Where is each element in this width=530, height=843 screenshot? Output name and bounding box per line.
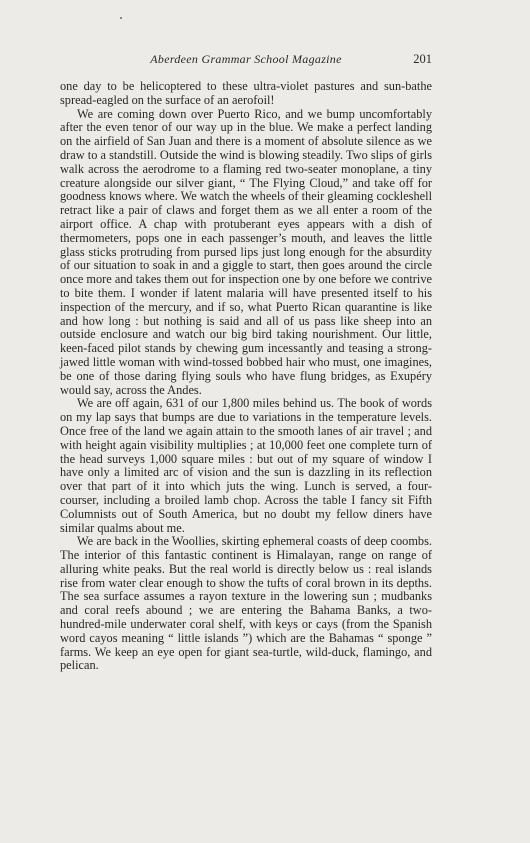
page-number: 201 xyxy=(413,52,432,66)
running-title: Aberdeen Grammar School Magazine xyxy=(150,52,342,66)
paragraph-off-again: We are off again, 631 of our 1,800 miles behind us. The book of words on my lap says that bumps are due to variations in the temperature levels. Once free of the land we again attain to the smooth lanes of air travel ; and with height again visibility multiplies ; at 10,000 feet one complete turn of the head surveys 1,000 square miles : but out of my square of window I have only a limited arc of vision and the sun is dazzling in its reflection over that part of it into which juts the wing. Lunch is served, a four-courser, including a broiled lamb chop. Across the table I fancy sit Fifth Columnists out of South America, but no doubt my fellow diners have similar qualms about me. xyxy=(60,396,432,535)
paper-speck xyxy=(120,17,122,19)
page-header xyxy=(60,52,432,68)
paragraph-puerto-rico: We are coming down over Puerto Rico, and we bump uncomfortably after the even tenor of our way up in the blue. We make a perfect landing on the airfield of San Juan and there is a moment of absolute silence as we draw to a standstill. Outside the wind is blowing steadily. Two slips of girls walk across the aerodrome to a flaming red two-seater monoplane, a tiny creature alongside our silver giant, “ The Flying Cloud,” and take off for goodness knows where. We watch the wheels of their gleaming cockleshell retract like a pair of claws and forget them as we all enter a room of the airport office. A chap with protuberant eyes appears with a dish of thermometers, pops one in each passenger’s mouth, and leaves the little glass sticks protruding from pursed lips just long enough for the absurdity of our situation to soak in and a giggle to start, then goes around the circle once more and takes them out for inspection one by one before we contrive to bite them. I wonder if latent malaria will have presented itself to his inspection of the mercury, and if so, what Puerto Rican quarantine is like and how long : but nothing is said and all of us pass like sheep into an outside enclosure and watch our big bird taking nourishment. Our little, keen-faced pilot stands by chewing gum incessantly and teasing a strong-jawed little woman with wind-tossed bobbed hair who must, one imagines, be one of those daring flying souls who have flung bridges, as Exupéry would say, across the Andes. xyxy=(60,106,432,397)
article-body xyxy=(60,80,432,673)
paragraph-bahama-banks: We are back in the Woollies, skirting ephemeral coasts of deep coombs. The interior of this fantastic continent is Himalayan, range on range of alluring white peaks. But the real world is directly below us : real islands rise from water clear enough to show the tufts of coral brown in its depths. The sea surface assumes a rayon texture in the lowering sun ; mudbanks and coral reefs abound ; we are entering the Bahama Banks, a two-hundred-mile underwater coral shelf, with keys or cays (from the Spanish word cayos meaning “ little islands ”) which are the Bahamas “ sponge ” farms. We keep an eye open for giant sea-turtle, wild-duck, flamingo, and pelican. xyxy=(60,534,432,673)
paragraph-continued: one day to be helicoptered to these ultra-violet pastures and sun-bathe spread-eagled on the surface of an aerofoil! xyxy=(60,79,432,107)
